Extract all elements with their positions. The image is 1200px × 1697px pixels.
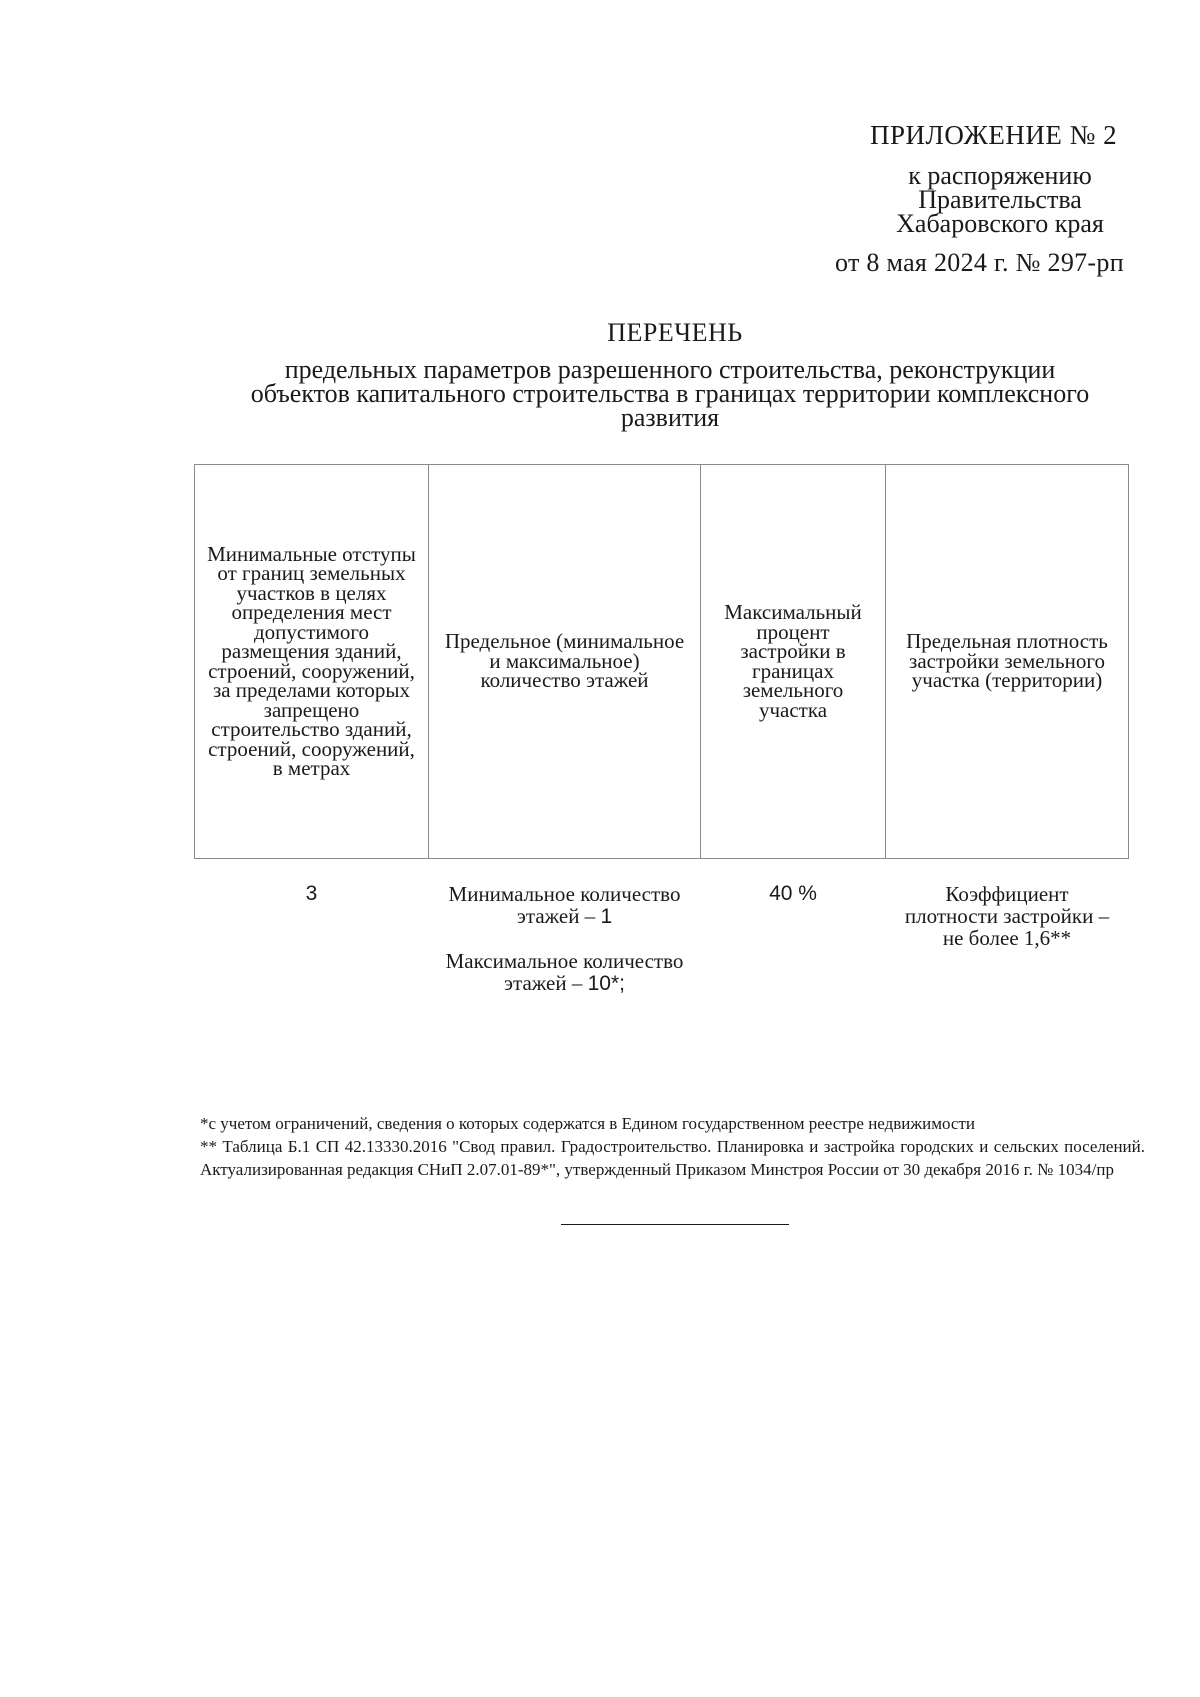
cell-floors — [429, 859, 701, 1019]
footnote-1: *с учетом ограничений, сведения о которых содержатся в Едином государственном реестре недвижимости — [200, 1114, 976, 1133]
header-setback: Минимальные отступы от границ земельных участков в целях определения мест допустимого размещения зданий, строений, сооружений, за пределами которых запрещено строительство зданий, строений, сооружений, в метрах — [195, 465, 429, 859]
appendix-ref-line: Хабаровского края — [896, 209, 1104, 238]
floors-min-label: Минимальное количество этажей – — [448, 882, 681, 928]
density-line: не более 1,6** — [942, 926, 1072, 950]
table-row — [195, 859, 1129, 1019]
appendix-date: от 8 мая 2024 г. № 297-рп — [835, 248, 1124, 277]
footnotes — [200, 1112, 1145, 1181]
density-line: плотности застройки – — [904, 904, 1110, 928]
appendix-title: ПРИЛОЖЕНИЕ № 2 — [870, 120, 1118, 150]
document-subtitle — [200, 355, 1140, 432]
subtitle-line: предельных параметров разрешенного строительства, реконструкции — [284, 355, 1056, 384]
end-divider — [561, 1224, 789, 1225]
floors-max-value: 10*; — [587, 972, 625, 995]
cell-density — [886, 859, 1129, 1019]
floors-min — [430, 883, 700, 928]
appendix-ref-line: Правительства — [918, 185, 1082, 214]
cell-setback: 3 — [305, 882, 318, 905]
appendix-ref-line: к распоряжению — [908, 161, 1092, 190]
document-title: ПЕРЕЧЕНЬ — [607, 318, 743, 347]
header-coverage: Максимальный процент застройки в границах земельного участка — [701, 465, 886, 859]
floors-min-value: 1 — [600, 905, 613, 928]
header-floors: Предельное (минимальное и максимальное) количество этажей — [429, 465, 701, 859]
footnote-2: ** Таблица Б.1 СП 42.13330.2016 "Свод правил. Градостроительство. Планировка и застройка городских и сельских поселений. Актуализированная редакция СНиП 2.07.01-89*", утвержденный Приказом Минстроя России от 30 декабря 2016 г. № 1034/пр — [200, 1137, 1145, 1179]
density-line: Коэффициент — [945, 882, 1069, 906]
floors-max-label: Максимальное количество этажей – — [445, 949, 684, 995]
header-density: Предельная плотность застройки земельного участка (территории) — [886, 465, 1129, 859]
subtitle-line: развития — [620, 403, 720, 432]
cell-coverage: 40 % — [769, 882, 817, 905]
parameters-table — [194, 464, 1129, 1018]
appendix-reference — [830, 161, 1170, 238]
table-header-row — [195, 465, 1129, 859]
subtitle-line: объектов капитального строительства в границах территории комплексного — [250, 379, 1090, 408]
floors-max — [430, 950, 700, 995]
